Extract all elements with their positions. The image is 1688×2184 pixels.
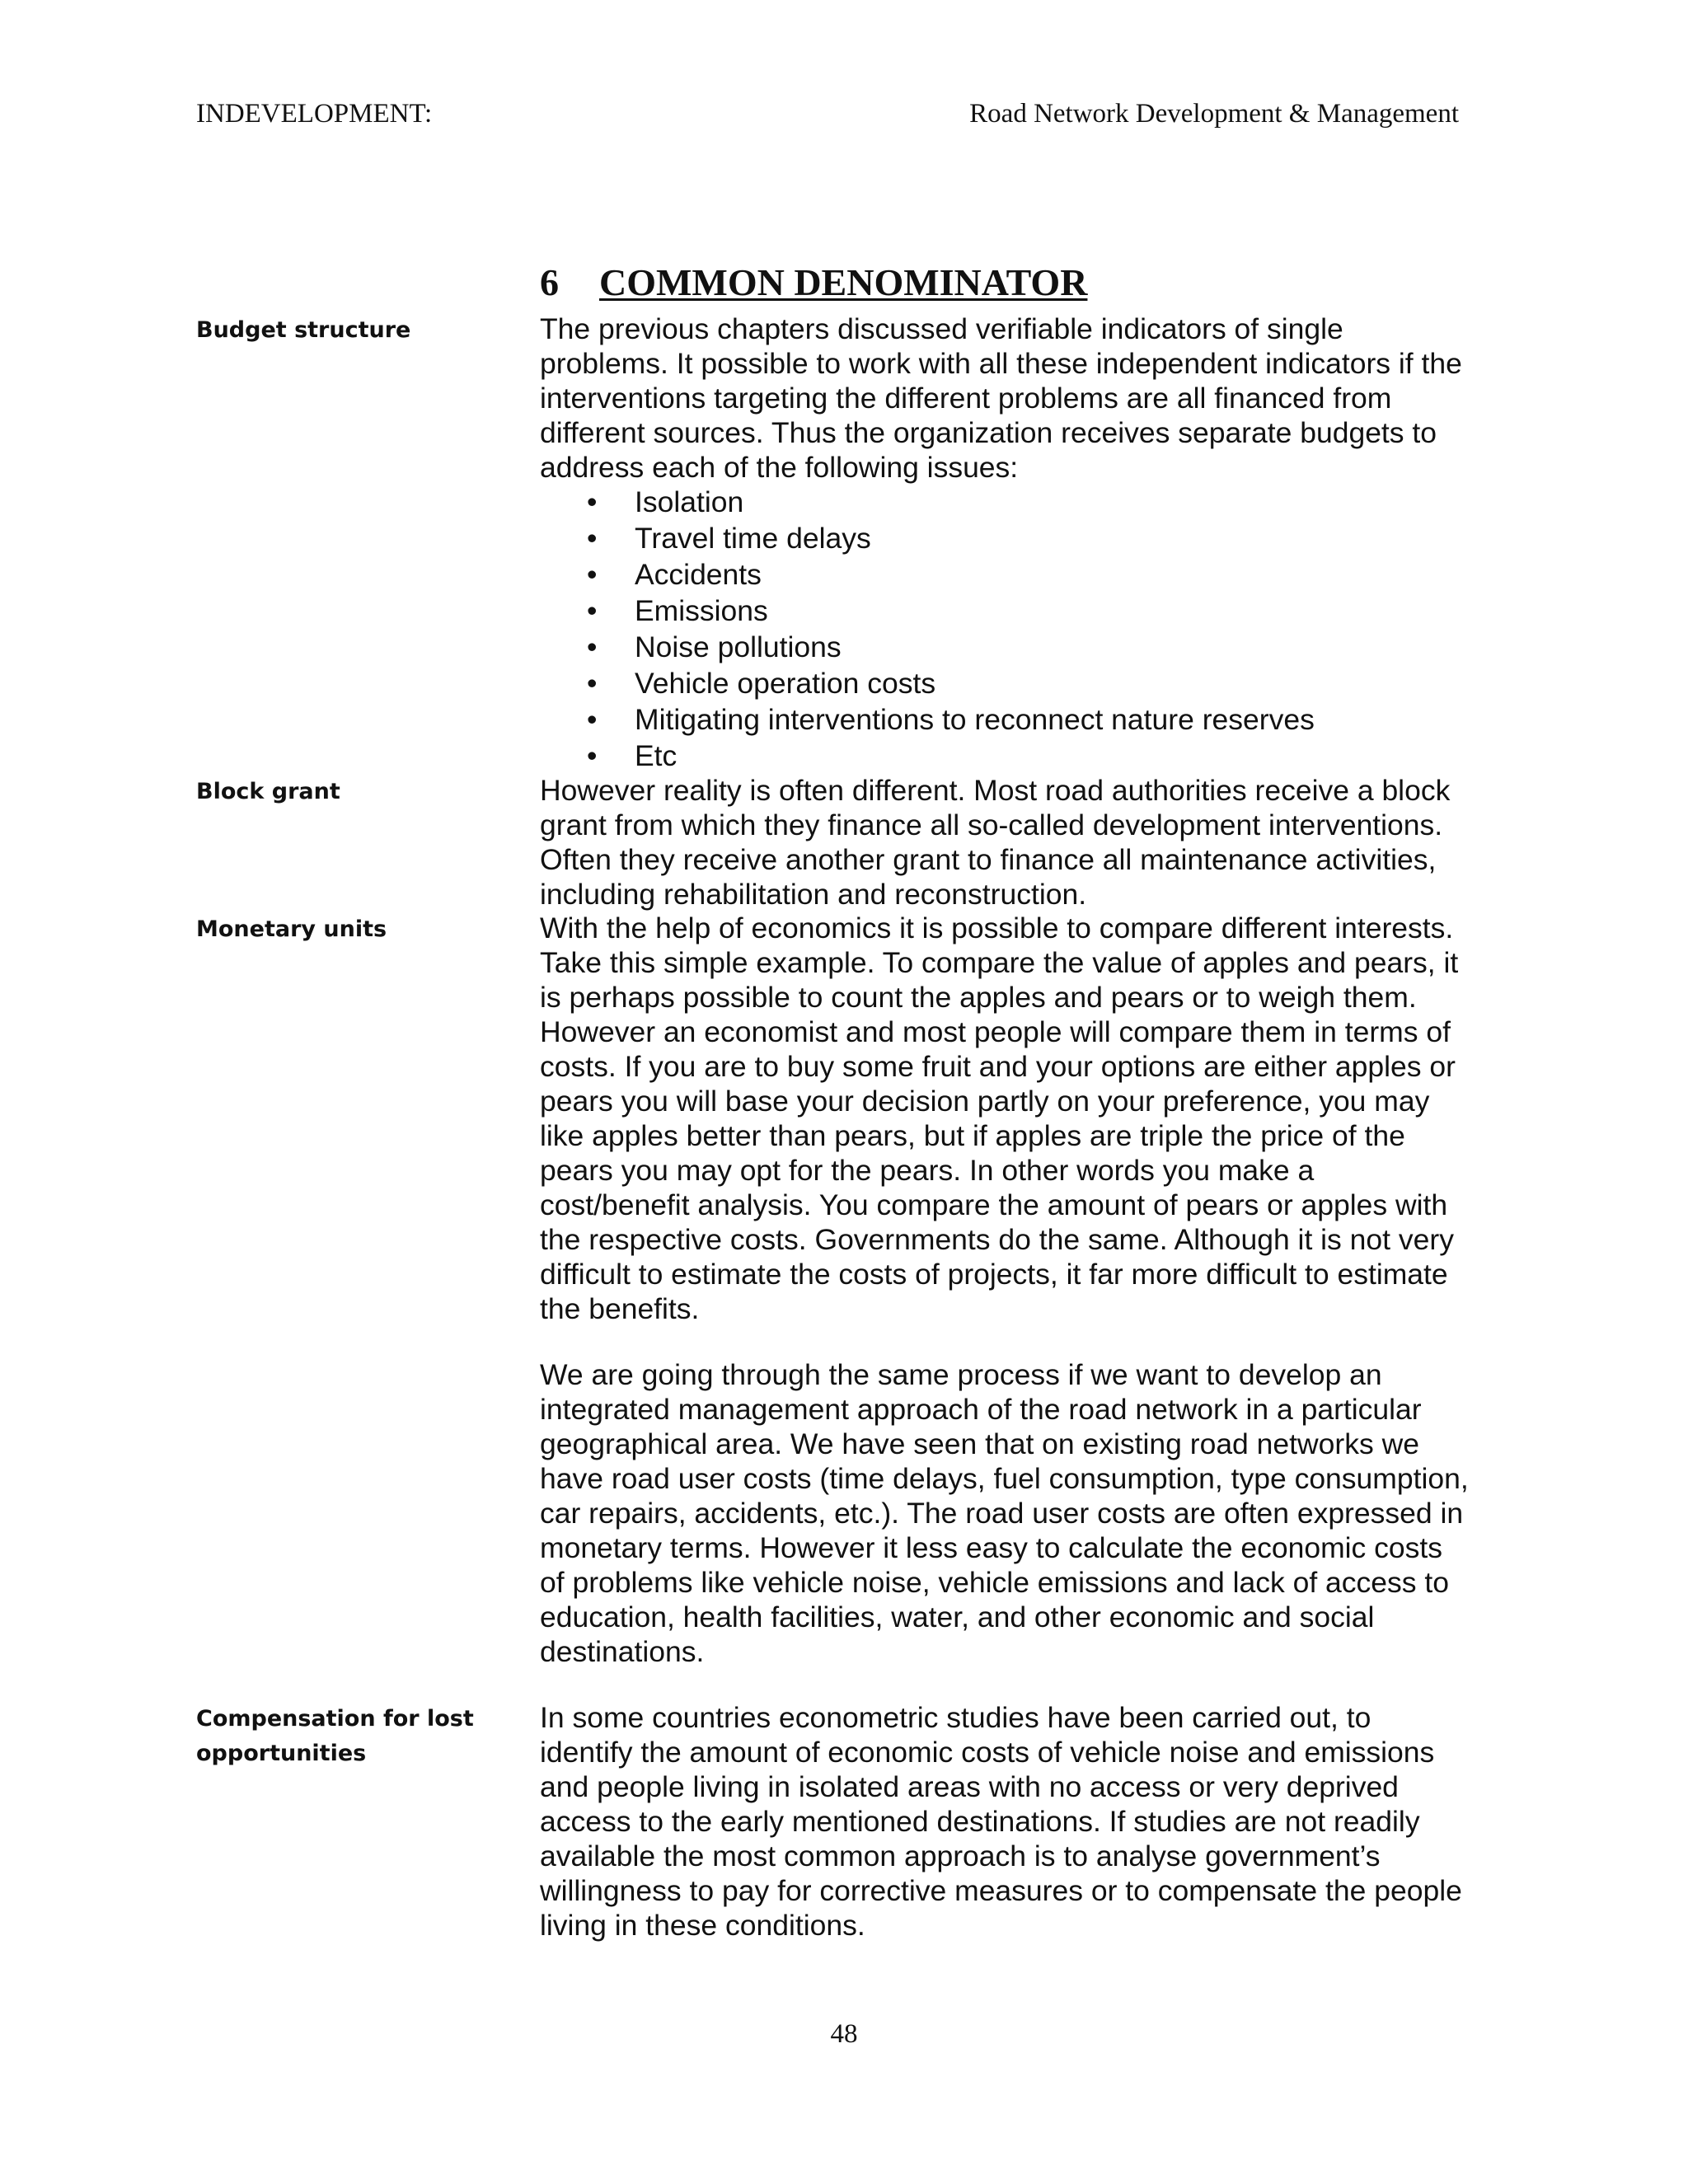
margin-note-compensation-line-1: Compensation for lost bbox=[196, 1706, 474, 1732]
list-item bbox=[577, 520, 1315, 556]
paragraph-compensation bbox=[540, 1700, 1512, 1943]
paragraph-line: like apples better than pears, but if apples are triple the price of the bbox=[540, 1119, 1405, 1152]
paragraph-line: identify the amount of economic costs of vehicle noise and emissions bbox=[540, 1736, 1435, 1769]
list-item bbox=[577, 665, 1315, 701]
margin-note-compensation-line-2: opportunities bbox=[196, 1741, 367, 1766]
paragraph-line: monetary terms. However it less easy to calculate the economic costs bbox=[540, 1531, 1443, 1564]
bullet-icon: • bbox=[587, 739, 598, 772]
paragraph-line: willingness to pay for corrective measures or to compensate the people bbox=[540, 1874, 1462, 1907]
bullet-icon: • bbox=[587, 630, 598, 663]
paragraph-line: geographical area. We have seen that on existing road networks we bbox=[540, 1427, 1419, 1460]
paragraph-line: the respective costs. Governments do the same. Although it is not very bbox=[540, 1223, 1454, 1256]
issues-bullet-list bbox=[577, 484, 1315, 774]
bullet-icon: • bbox=[587, 558, 598, 591]
list-item bbox=[577, 629, 1315, 665]
list-item-label: Vehicle operation costs bbox=[635, 667, 936, 700]
paragraph-line: living in these conditions. bbox=[540, 1909, 865, 1942]
list-item bbox=[577, 556, 1315, 593]
bullet-icon: • bbox=[587, 667, 598, 700]
list-item bbox=[577, 484, 1315, 520]
paragraph-line: grant from which they finance all so-called development interventions. bbox=[540, 808, 1443, 841]
paragraph-line: However an economist and most people will compare them in terms of bbox=[540, 1015, 1451, 1048]
paragraph-line: destinations. bbox=[540, 1635, 705, 1668]
running-header-left: INDEVELOPMENT: bbox=[196, 99, 433, 129]
section-heading bbox=[540, 260, 1087, 306]
paragraph-integrated-management bbox=[540, 1357, 1512, 1669]
paragraph-line: difficult to estimate the costs of projects, it far more difficult to estimate bbox=[540, 1258, 1448, 1291]
paragraph-line: pears you may opt for the pears. In other words you make a bbox=[540, 1154, 1315, 1187]
list-item-label: Accidents bbox=[635, 558, 762, 591]
paragraph-line: different sources. Thus the organization receives separate budgets to bbox=[540, 416, 1437, 449]
paragraph-line: integrated management approach of the road network in a particular bbox=[540, 1393, 1422, 1426]
paragraph-line: car repairs, accidents, etc.). The road user costs are often expressed in bbox=[540, 1497, 1464, 1530]
list-item-label: Etc bbox=[635, 739, 678, 772]
paragraph-block-grant bbox=[540, 773, 1512, 912]
list-item bbox=[577, 701, 1315, 738]
paragraph-line: Take this simple example. To compare the value of apples and pears, it bbox=[540, 946, 1459, 979]
paragraph-line: have road user costs (time delays, fuel consumption, type consumption, bbox=[540, 1462, 1469, 1495]
paragraph-line: education, health facilities, water, and other economic and social bbox=[540, 1601, 1375, 1633]
paragraph-line: However reality is often different. Most road authorities receive a block bbox=[540, 774, 1451, 807]
margin-note-block-grant: Block grant bbox=[196, 779, 340, 804]
paragraph-line: Often they receive another grant to finance all maintenance activities, bbox=[540, 843, 1437, 876]
paragraph-line: We are going through the same process if we want to develop an bbox=[540, 1358, 1382, 1391]
paragraph-monetary-units bbox=[540, 911, 1512, 1326]
section-number: 6 bbox=[540, 261, 559, 303]
paragraph-line: problems. It possible to work with all these independent indicators if the bbox=[540, 347, 1462, 380]
list-item-label: Noise pollutions bbox=[635, 630, 842, 663]
paragraph-line: address each of the following issues: bbox=[540, 451, 1019, 484]
list-item-label: Travel time delays bbox=[635, 522, 871, 555]
bullet-icon: • bbox=[587, 522, 598, 555]
list-item bbox=[577, 593, 1315, 629]
paragraph-line: cost/benefit analysis. You compare the amount of pears or apples with bbox=[540, 1188, 1448, 1221]
list-item bbox=[577, 738, 1315, 774]
bullet-icon: • bbox=[587, 594, 598, 627]
paragraph-line: access to the early mentioned destinations. If studies are not readily bbox=[540, 1805, 1420, 1838]
list-item-label: Mitigating interventions to reconnect nature reserves bbox=[635, 703, 1315, 736]
paragraph-budget-structure bbox=[540, 312, 1512, 485]
bullet-icon: • bbox=[587, 485, 598, 518]
margin-note-monetary-units: Monetary units bbox=[196, 916, 387, 942]
paragraph-line: available the most common approach is to analyse government’s bbox=[540, 1840, 1381, 1872]
bullet-icon: • bbox=[587, 703, 598, 736]
paragraph-line: and people living in isolated areas with no access or very deprived bbox=[540, 1770, 1399, 1803]
margin-note-budget-structure: Budget structure bbox=[196, 317, 411, 343]
running-header-right: Road Network Development & Management bbox=[969, 99, 1459, 129]
list-item-label: Emissions bbox=[635, 594, 768, 627]
paragraph-line: interventions targeting the different problems are all financed from bbox=[540, 382, 1392, 415]
paragraph-line: is perhaps possible to count the apples and pears or to weigh them. bbox=[540, 981, 1417, 1014]
paragraph-line: The previous chapters discussed verifiable indicators of single bbox=[540, 312, 1343, 345]
paragraph-line: including rehabilitation and reconstruction. bbox=[540, 878, 1087, 911]
paragraph-line: In some countries econometric studies have been carried out, to bbox=[540, 1701, 1372, 1734]
section-title: COMMON DENOMINATOR bbox=[599, 261, 1088, 303]
paragraph-line: of problems like vehicle noise, vehicle emissions and lack of access to bbox=[540, 1566, 1449, 1599]
paragraph-line: the benefits. bbox=[540, 1292, 700, 1325]
paragraph-line: costs. If you are to buy some fruit and your options are either apples or bbox=[540, 1050, 1456, 1083]
list-item-label: Isolation bbox=[635, 485, 744, 518]
paragraph-line: With the help of economics it is possible to compare different interests. bbox=[540, 912, 1454, 944]
paragraph-line: pears you will base your decision partly on your preference, you may bbox=[540, 1085, 1430, 1118]
page-number: 48 bbox=[830, 2019, 858, 2049]
